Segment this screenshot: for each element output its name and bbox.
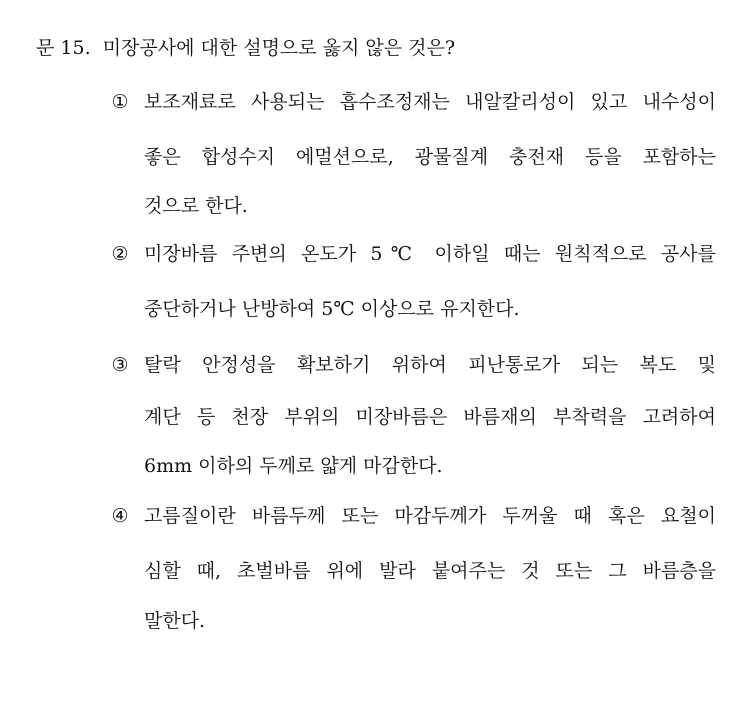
question-text: 미장공사에 대한 설명으로 옳지 않은 것은? — [102, 37, 456, 59]
option-1-line-1: 보조재료로 사용되는 흡수조정재는 내알칼리성이 있고 내수성이 — [144, 91, 716, 113]
option-4-marker: ④ — [111, 505, 129, 527]
option-2-line-2: 중단하거나 난방하여 5℃ 이상으로 유지한다. — [144, 298, 520, 320]
option-3-line-2: 계단 등 천장 부위의 미장바름은 바름재의 부착력을 고려하여 — [144, 406, 716, 428]
option-4-line-2: 심할 때, 초벌바름 위에 발라 붙여주는 것 또는 그 바름층을 — [144, 560, 716, 582]
question-title — [36, 34, 455, 62]
option-1-line-3: 것으로 한다. — [144, 195, 248, 217]
option-1-line-2: 좋은 합성수지 에멀션으로, 광물질계 충전재 등을 포함하는 — [144, 146, 716, 168]
option-3-marker: ③ — [111, 354, 129, 376]
option-4-line-1: 고름질이란 바름두께 또는 마감두께가 두꺼울 때 혹은 요철이 — [144, 505, 716, 527]
option-3-line-1: 탈락 안정성을 확보하기 위하여 피난통로가 되는 복도 및 — [144, 354, 716, 376]
question-number: 문 15. — [36, 37, 91, 59]
option-2-marker: ② — [111, 243, 129, 265]
option-4-line-3: 말한다. — [144, 610, 206, 632]
option-1-marker: ① — [111, 91, 129, 113]
option-3-line-3: 6mm 이하의 두께로 얇게 마감한다. — [144, 455, 443, 477]
option-2-line-1: 미장바름 주변의 온도가 5℃ 이하일 때는 원칙적으로 공사를 — [144, 243, 716, 265]
